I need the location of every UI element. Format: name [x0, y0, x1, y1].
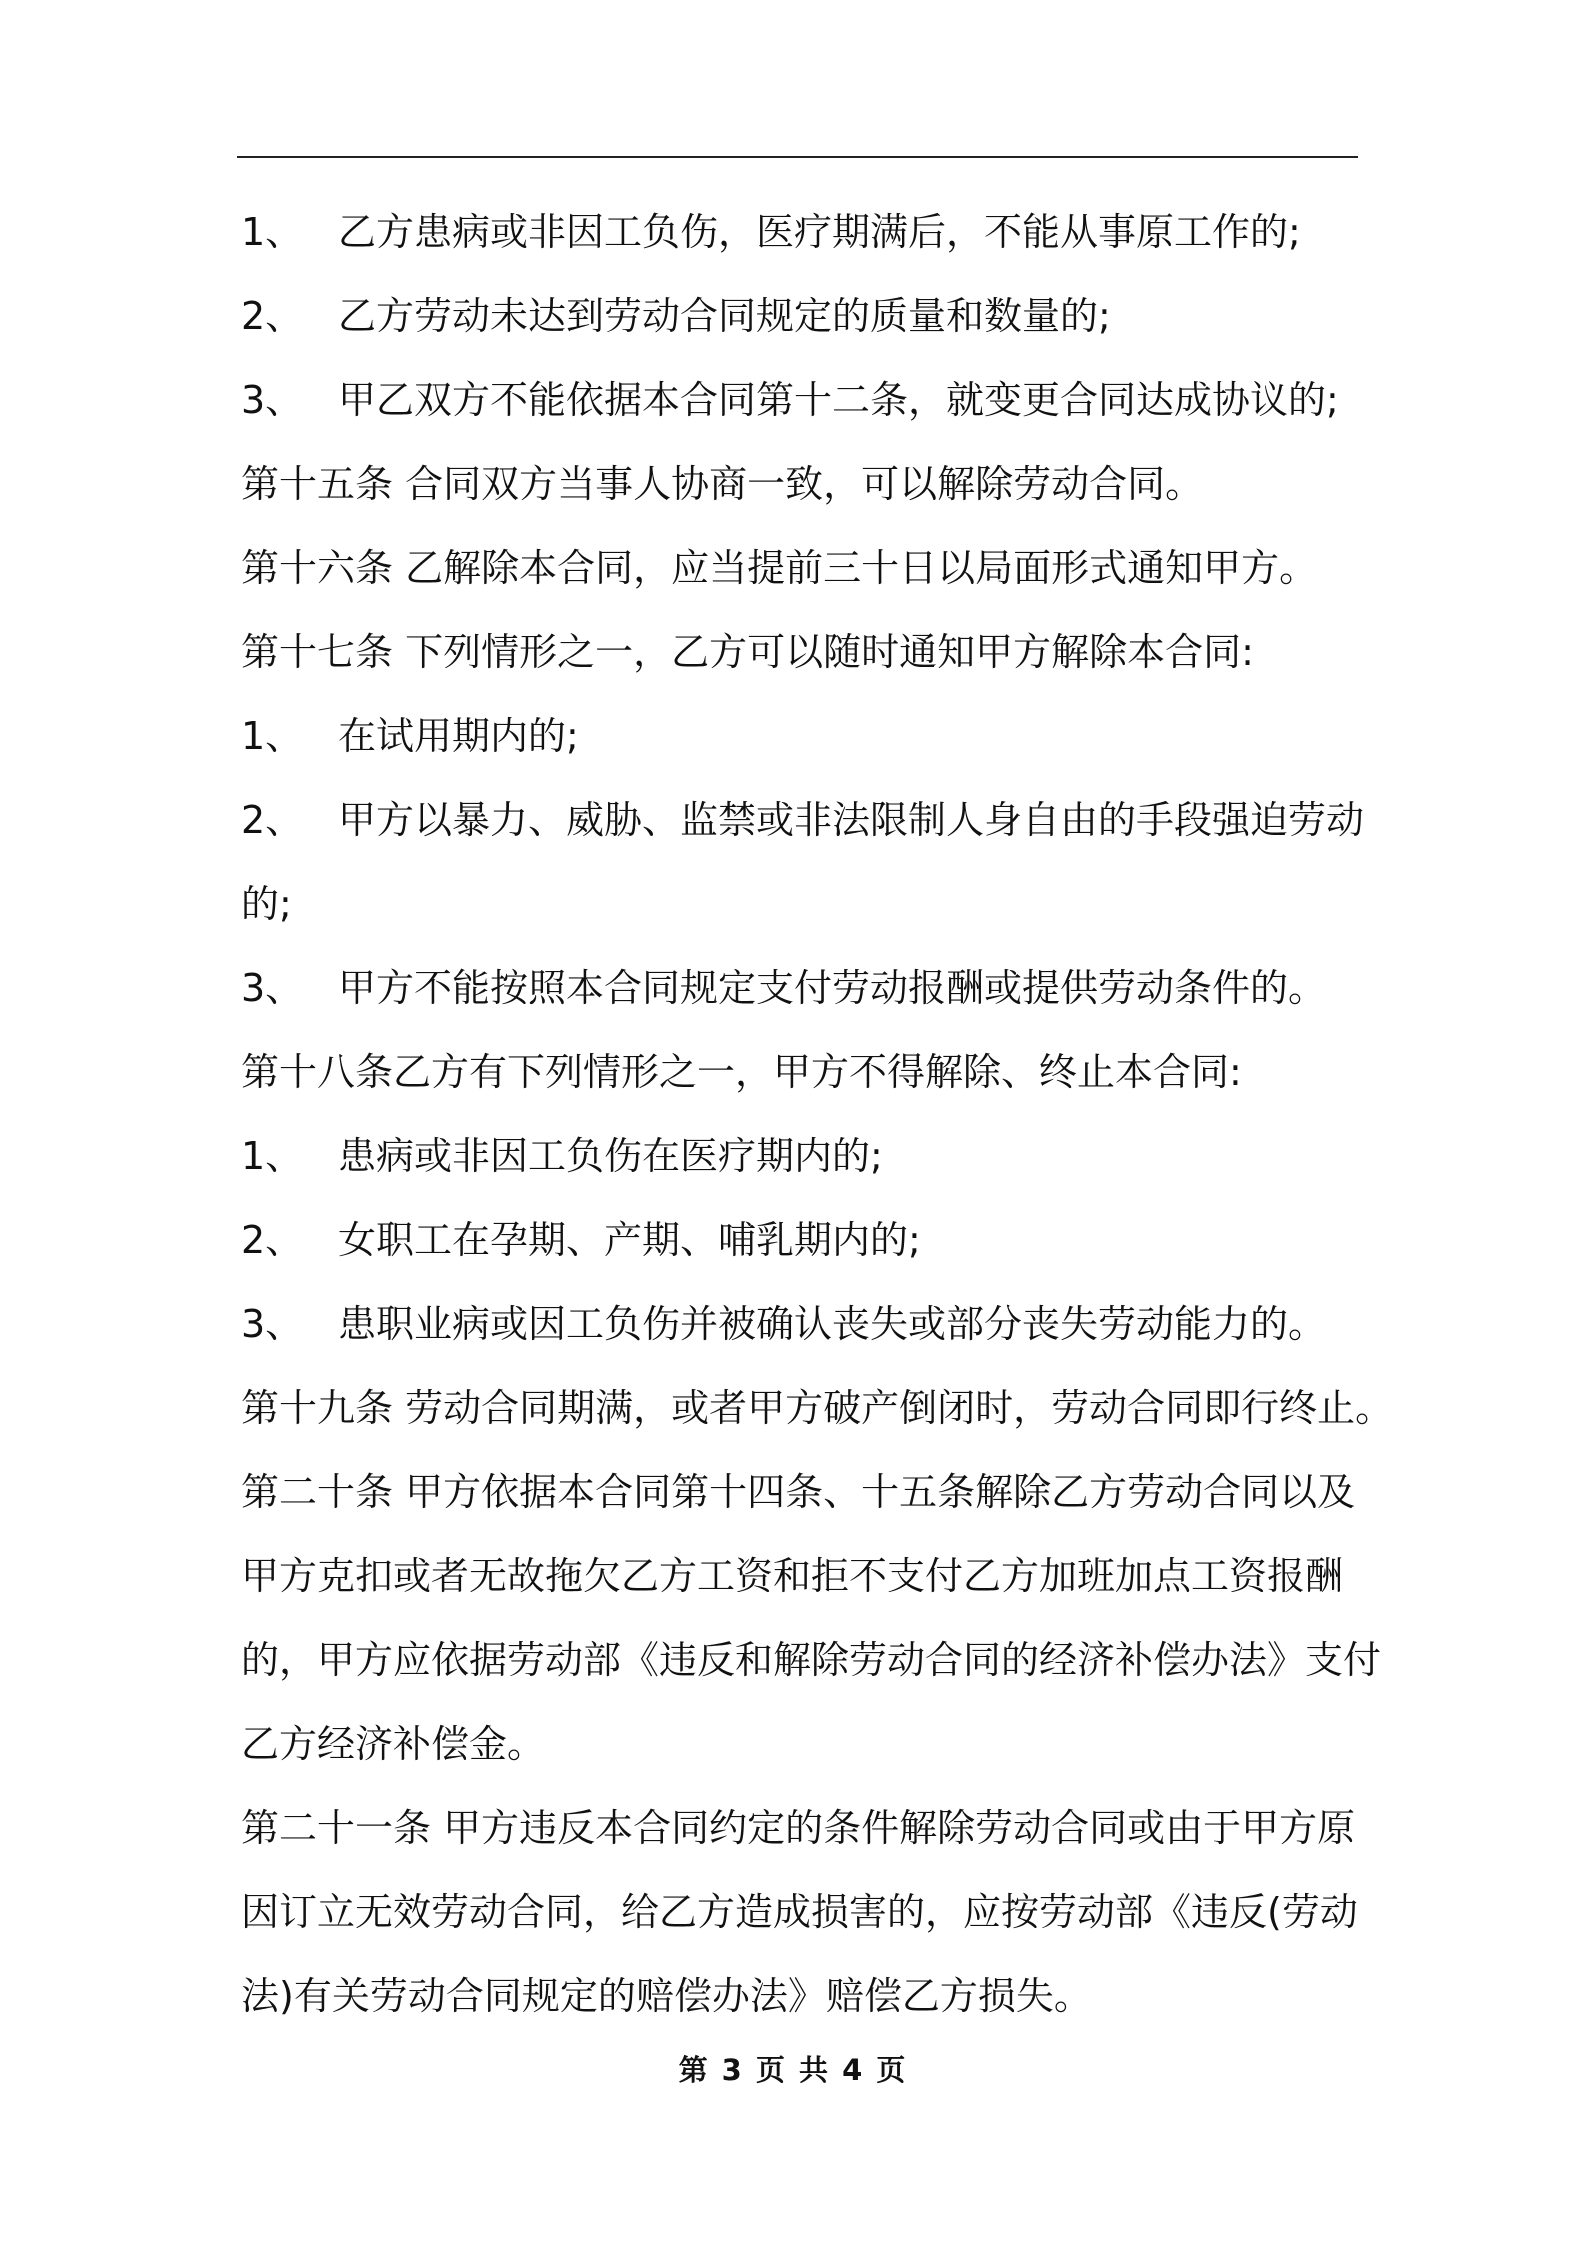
line-text: 患职业病或因工负伤并被确认丧失或部分丧失劳动能力的。: [338, 1302, 1327, 1346]
line-text: 第十六条 乙解除本合同，应当提前三十日以局面形式通知甲方。: [241, 546, 1318, 590]
list-item: [241, 358, 1391, 442]
line-text: 第十七条 下列情形之一，乙方可以随时通知甲方解除本合同:: [241, 630, 1254, 674]
paragraph-line: [241, 610, 1391, 694]
list-item-number: 1、: [241, 1134, 304, 1178]
line-text: 第十八条乙方有下列情形之一，甲方不得解除、终止本合同:: [241, 1050, 1242, 1094]
line-text: 法)有关劳动合同规定的赔偿办法》赔偿乙方损失。: [241, 1974, 1092, 2018]
list-item: [241, 1198, 1391, 1282]
list-item: [241, 1114, 1391, 1198]
list-item-number: 2、: [241, 1218, 304, 1262]
list-item-number: 3、: [241, 1302, 304, 1346]
paragraph-line: [241, 1618, 1391, 1702]
list-item-number: 2、: [241, 798, 304, 842]
list-item: [241, 946, 1391, 1030]
paragraph-line: [241, 442, 1391, 526]
paragraph-line: [241, 1450, 1391, 1534]
line-text: 甲方以暴力、威胁、监禁或非法限制人身自由的手段强迫劳动: [338, 798, 1365, 842]
line-text: 第二十一条 甲方违反本合同约定的条件解除劳动合同或由于甲方原: [241, 1806, 1356, 1850]
header-rule: [237, 156, 1358, 158]
line-text: 乙方患病或非因工负伤，医疗期满后，不能从事原工作的;: [338, 210, 1301, 254]
paragraph-line: [241, 1702, 1391, 1786]
list-item-number: 1、: [241, 714, 304, 758]
paragraph-line: [241, 1366, 1394, 1450]
paragraph-line: [241, 862, 1391, 946]
page-footer: 第 3 页 共 4 页: [678, 2053, 908, 2087]
list-item-number: 3、: [241, 966, 304, 1010]
paragraph-line: [241, 1954, 1391, 2038]
line-text: 的，甲方应依据劳动部《违反和解除劳动合同的经济补偿办法》支付: [241, 1638, 1382, 1682]
list-item: [241, 694, 1391, 778]
paragraph-line: [241, 526, 1391, 610]
line-text: 第十五条 合同双方当事人协商一致，可以解除劳动合同。: [241, 462, 1204, 506]
line-text: 甲乙双方不能依据本合同第十二条，就变更合同达成协议的;: [338, 378, 1339, 422]
list-item-number: 1、: [241, 210, 304, 254]
list-item: [241, 190, 1391, 274]
line-text: 女职工在孕期、产期、哺乳期内的;: [338, 1218, 921, 1262]
document-body: [241, 190, 1394, 2038]
line-text: 第二十条 甲方依据本合同第十四条、十五条解除乙方劳动合同以及: [241, 1470, 1356, 1514]
list-item: [241, 274, 1391, 358]
list-item-number: 3、: [241, 378, 304, 422]
list-item: [241, 1282, 1391, 1366]
line-text: 乙方经济补偿金。: [241, 1722, 546, 1766]
line-text: 患病或非因工负伤在医疗期内的;: [338, 1134, 883, 1178]
line-text: 第十九条 劳动合同期满，或者甲方破产倒闭时，劳动合同即行终止。: [241, 1386, 1394, 1430]
line-text: 在试用期内的;: [338, 714, 579, 758]
paragraph-line: [241, 1534, 1391, 1618]
line-text: 甲方克扣或者无故拖欠乙方工资和拒不支付乙方加班加点工资报酬: [241, 1554, 1344, 1598]
line-text: 乙方劳动未达到劳动合同规定的质量和数量的;: [338, 294, 1111, 338]
paragraph-line: [241, 1870, 1391, 1954]
line-text: 的;: [241, 882, 292, 926]
list-item: [241, 778, 1391, 862]
paragraph-line: [241, 1786, 1391, 1870]
list-item-number: 2、: [241, 294, 304, 338]
line-text: 因订立无效劳动合同，给乙方造成损害的，应按劳动部《违反(劳动: [241, 1890, 1358, 1934]
paragraph-line: [241, 1030, 1391, 1114]
line-text: 甲方不能按照本合同规定支付劳动报酬或提供劳动条件的。: [338, 966, 1327, 1010]
